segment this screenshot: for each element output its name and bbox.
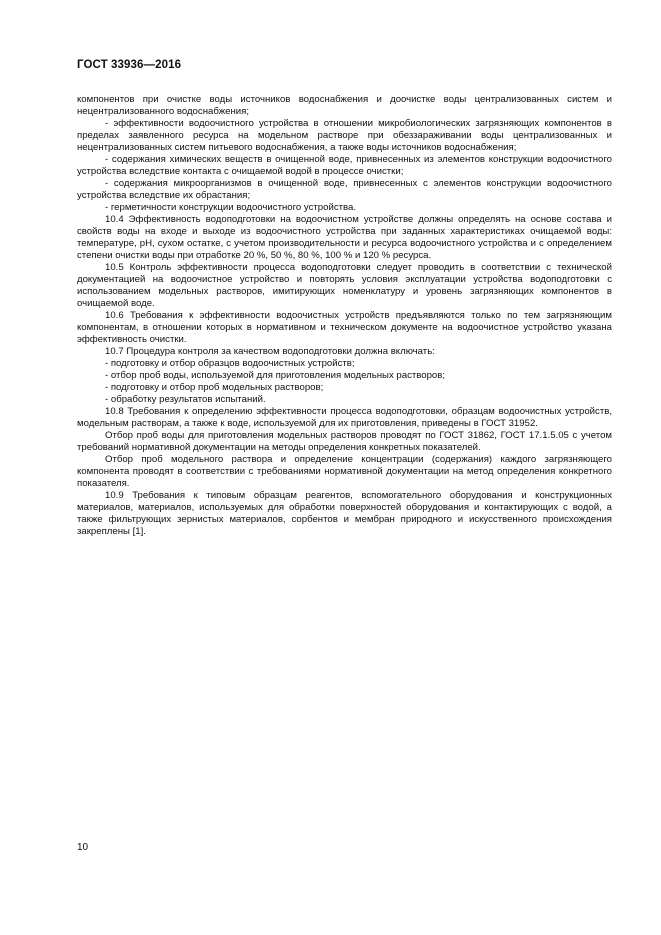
document-body <box>77 94 612 538</box>
body-paragraph: Отбор проб воды для приготовления модельных растворов проводят по ГОСТ 31862, ГОСТ 17.1.5.05 с учетом требований нормативной документации на методы определения конкретных показателей. <box>77 430 612 453</box>
body-paragraph: 10.6 Требования к эффективности водоочистных устройств предъявляются только по тем загрязняющим компонентам, в отношении которых в нормативном и техническом документе на водоочистное устройство указана эффективность очистки. <box>77 310 612 345</box>
body-paragraph: - подготовку и отбор проб модельных растворов; <box>105 382 324 393</box>
body-paragraph: - эффективности водоочистного устройства в отношении микробиологических загрязняющих компонентов в пределах заявленного ресурса на модельном растворе при обеззараживании воды централизованных и нецентрализованных систем питьевого водоснабжения, а также воды источников водоснабжения; <box>77 118 612 153</box>
body-paragraph: - обработку результатов испытаний. <box>105 394 266 405</box>
body-paragraph: - герметичности конструкции водоочистного устройства. <box>105 202 356 213</box>
body-paragraph: 10.5 Контроль эффективности процесса водоподготовки следует проводить в соответствии с технической документацией на водоочистное устройство и повторять условия эксплуатации устройства водоподготовки с использованием модельных растворов, имитирующих номенклатуру и уровень загрязняющих компонентов в очищаемой воде. <box>77 262 612 309</box>
body-paragraph: 10.9 Требования к типовым образцам реагентов, вспомогательного оборудования и конструкционных материалов, материалов, используемых для обработки поверхностей оборудования и контактирующих с водой, а также фильтрующих зернистых материалов, сорбентов и мембран природного и искусственного происхождения закреплены [1]. <box>77 490 612 537</box>
body-paragraph: - подготовку и отбор образцов водоочистных устройств; <box>105 358 355 369</box>
body-paragraph: 10.8 Требования к определению эффективности процесса водоподготовки, образцам водоочистных устройств, модельным растворам, а также к воде, используемой для их приготовления, приведены в ГОСТ 31952. <box>77 406 612 429</box>
standard-designation: ГОСТ 33936—2016 <box>77 59 182 71</box>
body-paragraph: 10.4 Эффективность водоподготовки на водоочистном устройстве должны определять на основе состава и свойств воды на входе и выходе из водоочистного устройства при заданных характеристиках очищаемой воды: температуре, pH, сухом остатке, с учетом производительности и ресурса водоочистного устройства и с определением степени очистки воды при отработке 20 %, 50 %, 80 %, 100 % и 120 % ресурса. <box>77 214 612 261</box>
body-paragraph: 10.7 Процедура контроля за качеством водоподготовки должна включать: <box>105 346 435 357</box>
body-paragraph: Отбор проб модельного раствора и определение концентрации (содержания) каждого загрязняющего компонента проводят в соответствии с требованиями нормативной документации на метод определения конкретного показателя. <box>77 454 612 489</box>
body-paragraph: - отбор проб воды, используемой для приготовления модельных растворов; <box>105 370 446 381</box>
page-number: 10 <box>77 842 89 853</box>
body-paragraph: компонентов при очистке воды источников водоснабжения и доочистке воды централизованных систем и нецентрализованного водоснабжения; <box>77 94 612 117</box>
document-header <box>77 59 181 71</box>
body-paragraph: - содержания химических веществ в очищенной воде, привнесенных из элементов конструкции водоочистного устройства вследствие контакта с очищаемой водой в процессе очистки; <box>77 154 612 177</box>
body-paragraph: - содержания микроорганизмов в очищенной воде, привнесенных с элементов конструкции водоочистного устройства вследствие их обрастания; <box>77 178 612 201</box>
